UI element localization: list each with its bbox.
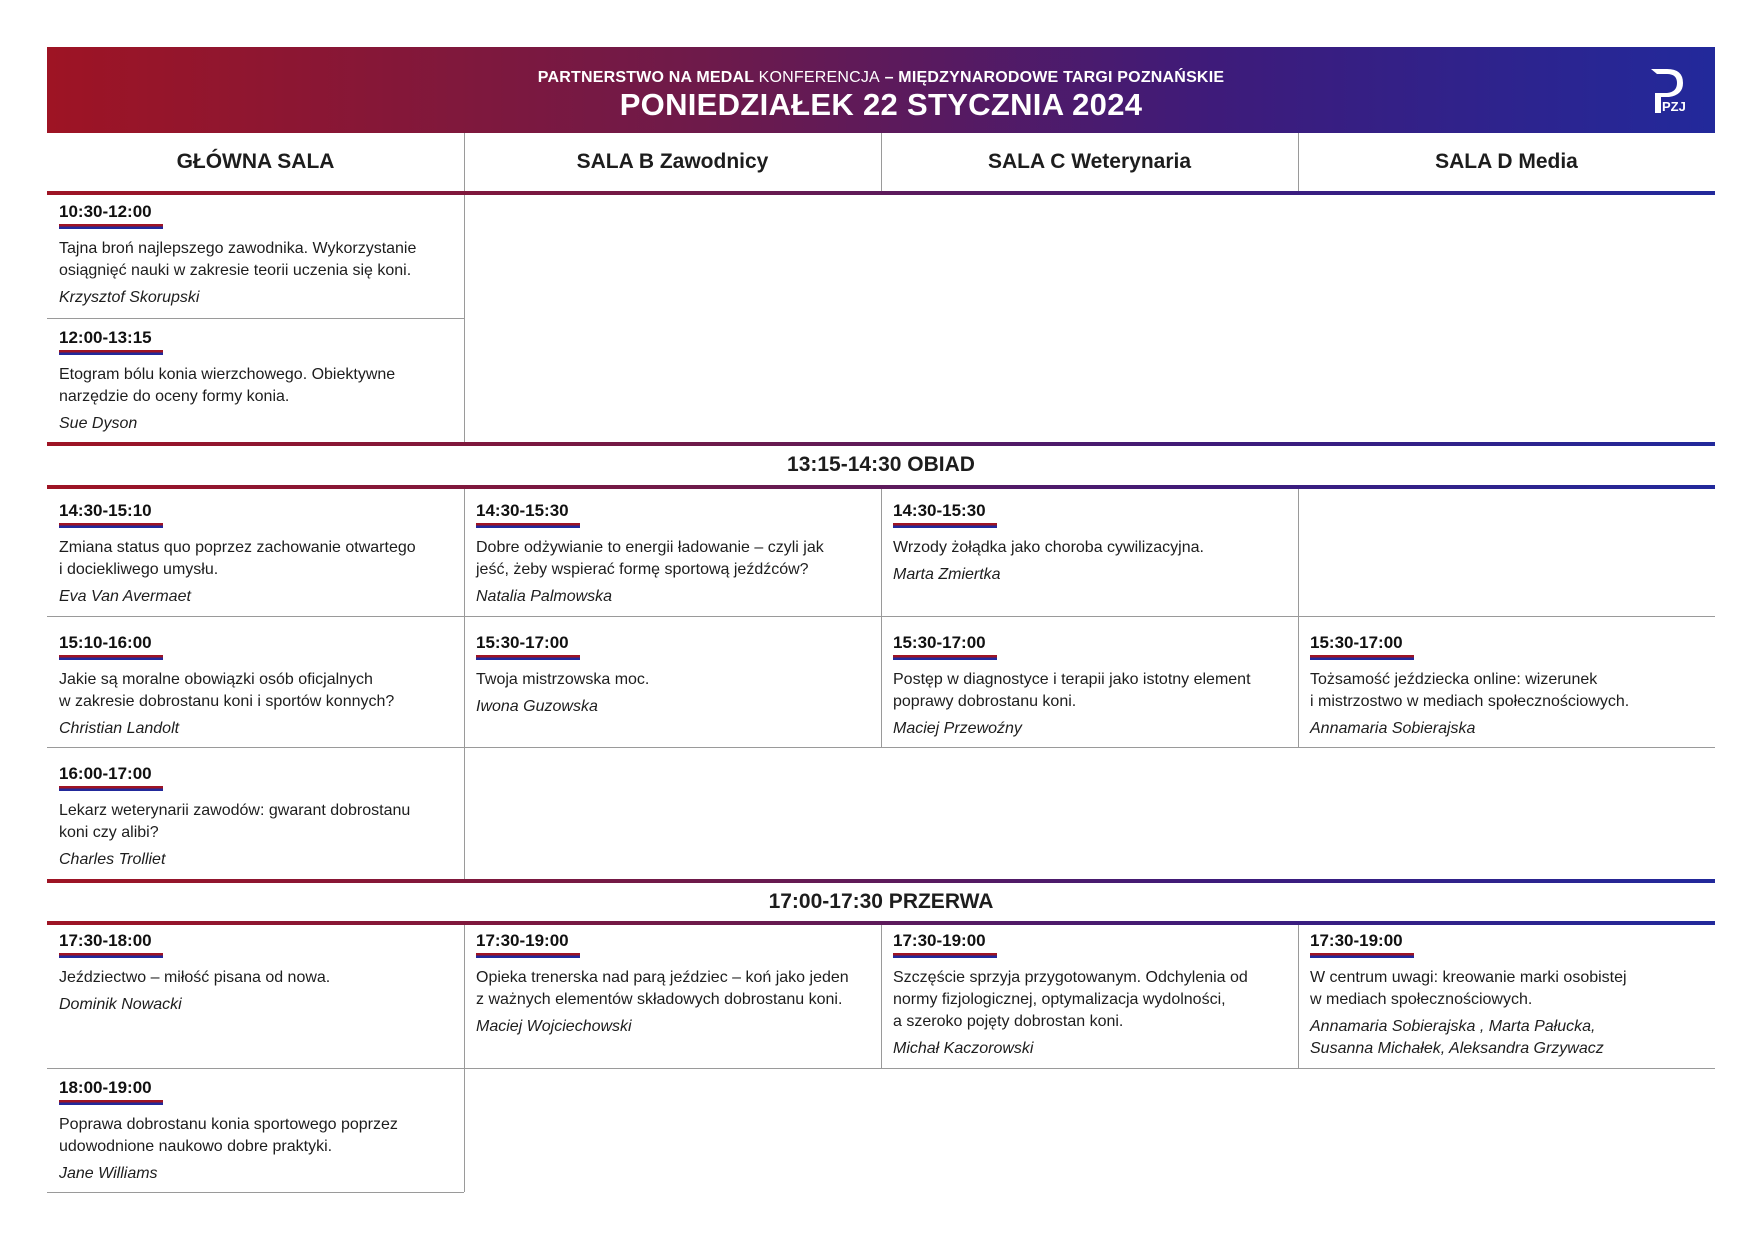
session-time: 18:00-19:00	[59, 1078, 152, 1097]
column-divider	[1298, 133, 1299, 191]
session-title-line: z ważnych elementów składowych dobrostanu koni.	[476, 991, 843, 1008]
session-title-line: w zakresie dobrostanu koni i sportów konnych?	[59, 693, 395, 710]
session-speaker-line: Susanna Michałek, Aleksandra Grzywacz	[1310, 1040, 1604, 1057]
column-divider	[464, 133, 465, 191]
session-speaker	[59, 413, 454, 435]
session-speaker-line: Sue Dyson	[59, 415, 138, 432]
session-time: 14:30-15:30	[893, 501, 986, 520]
column-divider	[464, 925, 465, 1192]
time-underline	[476, 655, 580, 660]
session-time: 17:30-19:00	[1310, 931, 1403, 950]
column-divider	[881, 133, 882, 191]
session-speaker-line: Maciej Przewoźny	[893, 720, 1022, 737]
conference-venue: – MIĘDZYNARODOWE TARGI POZNAŃSKIE	[884, 69, 1225, 86]
session-title	[476, 967, 871, 1011]
column-header-sala-c: SALA C Weterynaria	[987, 150, 1192, 173]
session-time: 17:30-19:00	[893, 931, 986, 950]
session-title-line: Twoja mistrzowska moc.	[476, 671, 650, 688]
session-cell	[893, 501, 1288, 586]
session-cell	[476, 931, 871, 1038]
time-underline	[893, 655, 997, 660]
session-cell	[476, 633, 871, 718]
column-divider	[1298, 489, 1299, 747]
session-title-line: a szeroko pojęty dobrostan koni.	[893, 1013, 1124, 1030]
session-title-line: Wrzody żołądka jako choroba cywilizacyjna.	[893, 539, 1204, 556]
session-time: 15:30-17:00	[893, 633, 986, 652]
session-time: 10:30-12:00	[59, 202, 152, 221]
session-speaker	[1310, 1016, 1705, 1060]
session-speaker	[59, 718, 454, 740]
column-divider	[881, 925, 882, 1068]
session-title	[59, 669, 454, 713]
session-cell	[893, 633, 1288, 740]
session-speaker	[59, 994, 454, 1016]
session-title-line: narzędzie do oceny formy konia.	[59, 388, 290, 405]
session-speaker-line: Michał Kaczorowski	[893, 1040, 1034, 1057]
time-underline	[59, 953, 163, 958]
session-title-line: normy fizjologicznej, optymalizacja wydolności,	[893, 991, 1226, 1008]
session-title	[59, 537, 454, 581]
time-underline	[59, 224, 163, 229]
session-title-line: poprawy dobrostanu koni.	[893, 693, 1077, 710]
time-underline	[1310, 953, 1414, 958]
session-speaker	[893, 1038, 1288, 1060]
session-title-line: w mediach społecznościowych.	[1310, 991, 1533, 1008]
session-speaker	[476, 586, 871, 608]
session-speaker-line: Marta Zmiertka	[893, 566, 1001, 583]
lunch-break: 13:15-14:30 OBIAD	[787, 453, 975, 476]
session-title-line: W centrum uwagi: kreowanie marki osobistej	[1310, 969, 1627, 986]
time-underline	[59, 1100, 163, 1105]
session-time: 15:30-17:00	[1310, 633, 1403, 652]
session-title-line: koni czy alibi?	[59, 824, 159, 841]
session-speaker-line: Dominik Nowacki	[59, 996, 182, 1013]
session-title-line: Tajna broń najlepszego zawodnika. Wykorzystanie	[59, 240, 417, 257]
conference-date: PONIEDZIAŁEK 22 STYCZNIA 2024	[619, 87, 1143, 122]
time-underline	[59, 350, 163, 355]
session-cell	[59, 328, 454, 435]
session-cell	[476, 501, 871, 608]
session-speaker	[476, 1016, 871, 1038]
session-title-line: i dociekliwego umysłu.	[59, 561, 219, 578]
session-speaker-line: Natalia Palmowska	[476, 588, 613, 605]
pzj-logo	[1645, 63, 1689, 121]
session-title	[476, 537, 871, 581]
session-speaker	[59, 849, 454, 871]
time-underline	[59, 786, 163, 791]
conference-name-bold: PARTNERSTWO NA MEDAL	[537, 69, 754, 86]
time-underline	[1310, 655, 1414, 660]
session-speaker-line: Annamaria Sobierajska , Marta Pałucka,	[1310, 1018, 1596, 1035]
row-divider	[47, 616, 1715, 617]
session-time: 12:00-13:15	[59, 328, 152, 347]
session-title	[893, 967, 1288, 1033]
session-title-line: Tożsamość jeździecka online: wizerunek	[1310, 671, 1598, 688]
time-underline	[893, 523, 997, 528]
session-title-line: Poprawa dobrostanu konia sportowego poprzez	[59, 1116, 398, 1133]
session-speaker-line: Iwona Guzowska	[476, 698, 598, 715]
session-title	[59, 967, 454, 989]
session-speaker-line: Maciej Wojciechowski	[476, 1018, 632, 1035]
session-cell	[59, 633, 454, 740]
time-underline	[59, 523, 163, 528]
session-title	[476, 669, 871, 691]
row-divider	[47, 1068, 1715, 1069]
session-speaker-line: Jane Williams	[59, 1165, 158, 1182]
session-time: 14:30-15:10	[59, 501, 152, 520]
session-cell	[1310, 633, 1705, 740]
column-divider	[1298, 925, 1299, 1068]
row-divider	[47, 1192, 464, 1193]
session-title-line: Jakie są moralne obowiązki osób oficjalnych	[59, 671, 373, 688]
session-cell	[59, 764, 454, 871]
session-title	[893, 537, 1288, 559]
session-title	[59, 1114, 454, 1158]
column-divider	[464, 489, 465, 879]
time-underline	[476, 523, 580, 528]
session-time: 15:10-16:00	[59, 633, 152, 652]
row-divider	[47, 747, 1715, 748]
time-underline	[59, 655, 163, 660]
column-divider	[881, 489, 882, 747]
session-speaker	[59, 586, 454, 608]
session-title-line: Etogram bólu konia wierzchowego. Obiektywne	[59, 366, 396, 383]
header-banner	[47, 47, 1715, 133]
session-cell	[59, 202, 454, 309]
section-rule	[47, 879, 1715, 883]
session-speaker-line: Eva Van Avermaet	[59, 588, 191, 605]
session-cell	[59, 501, 454, 608]
session-speaker	[59, 287, 454, 309]
session-time: 17:30-19:00	[476, 931, 569, 950]
session-speaker	[59, 1163, 454, 1185]
session-title-line: Lekarz weterynarii zawodów: gwarant dobrostanu	[59, 802, 411, 819]
session-time: 14:30-15:30	[476, 501, 569, 520]
pzj-logo-text: PZJ	[1662, 99, 1686, 114]
session-time: 16:00-17:00	[59, 764, 152, 783]
row-divider	[47, 318, 464, 319]
session-title	[59, 800, 454, 844]
session-title-line: jeść, żeby wspierać formę sportową jeźdźców?	[476, 561, 809, 578]
session-time: 15:30-17:00	[476, 633, 569, 652]
session-title	[1310, 967, 1705, 1011]
time-underline	[893, 953, 997, 958]
session-time: 17:30-18:00	[59, 931, 152, 950]
session-title-line: osiągnięć nauki w zakresie teorii uczenia się koni.	[59, 262, 412, 279]
time-underline	[476, 953, 580, 958]
session-title-line: Postęp w diagnostyce i terapii jako istotny element	[893, 671, 1251, 688]
conference-name	[47, 69, 1715, 87]
session-speaker	[893, 718, 1288, 740]
session-title-line: i mistrzostwo w mediach społecznościowych.	[1310, 693, 1630, 710]
section-rule	[47, 191, 1715, 195]
session-title-line: Opieka trenerska nad parą jeździec – koń jako jeden	[476, 969, 849, 986]
session-title-line: Dobre odżywianie to energii ładowanie – czyli jak	[476, 539, 824, 556]
session-title	[1310, 669, 1705, 713]
session-title-line: Jeździectwo – miłość pisana od nowa.	[59, 969, 331, 986]
session-speaker	[1310, 718, 1705, 740]
session-speaker-line: Annamaria Sobierajska	[1310, 720, 1476, 737]
section-rule	[47, 442, 1715, 446]
column-header-sala-d: SALA D Media	[1435, 150, 1578, 173]
session-speaker-line: Krzysztof Skorupski	[59, 289, 200, 306]
session-cell	[59, 1078, 454, 1185]
session-cell	[893, 931, 1288, 1060]
session-title	[59, 238, 454, 282]
session-cell	[59, 931, 454, 1016]
session-speaker-line: Charles Trolliet	[59, 851, 166, 868]
conference-name-light: KONFERENCJA	[758, 69, 880, 86]
session-speaker	[476, 696, 871, 718]
column-divider	[464, 195, 465, 442]
session-cell	[1310, 931, 1705, 1060]
session-title	[893, 669, 1288, 713]
session-title-line: Zmiana status quo poprzez zachowanie otwartego	[59, 539, 416, 556]
session-title	[59, 364, 454, 408]
column-header-sala-b: SALA B Zawodnicy	[576, 150, 769, 173]
session-title-line: udowodnione naukowo dobre praktyki.	[59, 1138, 333, 1155]
coffee-break: 17:00-17:30 PRZERWA	[768, 890, 994, 913]
session-speaker-line: Christian Landolt	[59, 720, 180, 737]
column-header-main: GŁÓWNA SALA	[176, 150, 335, 173]
session-title-line: Szczęście sprzyja przygotowanym. Odchylenia od	[893, 969, 1248, 986]
session-speaker	[893, 564, 1288, 586]
